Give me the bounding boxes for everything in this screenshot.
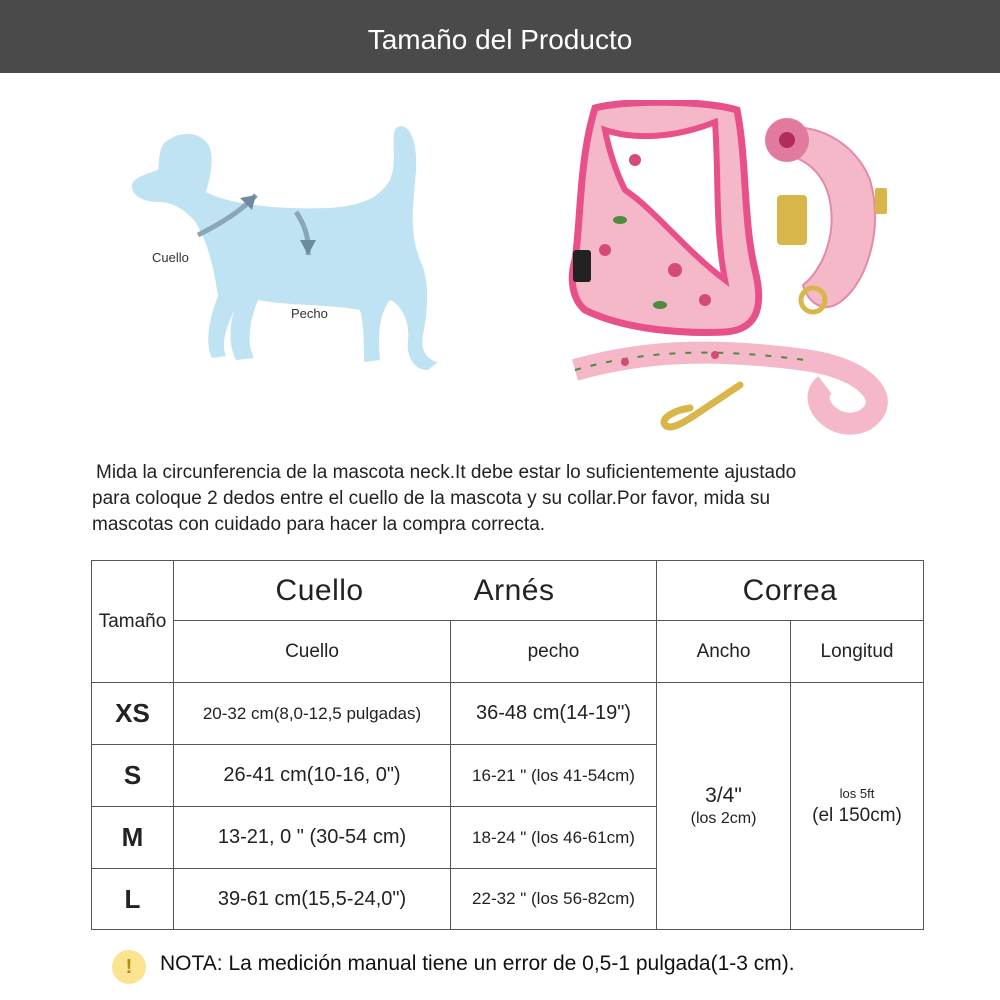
- size-header: Tamaño: [92, 561, 174, 683]
- harness-cell: 16-21 " (los 41-54cm): [451, 745, 657, 807]
- length-metric: (el 150cm): [812, 804, 902, 826]
- size-table: [91, 560, 924, 930]
- group-harness: Arnés: [473, 573, 555, 607]
- size-cell: L: [92, 869, 174, 930]
- neck-label: Cuello: [152, 250, 189, 265]
- page-title: Tamaño del Producto: [367, 24, 633, 55]
- exclamation-icon: !: [112, 950, 146, 984]
- note-text: NOTA: La medición manual tiene un error de 0,5-1 pulgada(1-3 cm).: [160, 952, 795, 975]
- product-illustration: [565, 100, 905, 445]
- buckle-icon: [573, 250, 591, 282]
- subheader-harness: pecho: [451, 621, 657, 683]
- collar-cell: 39-61 cm(15,5-24,0"): [174, 869, 451, 930]
- size-cell: M: [92, 807, 174, 869]
- collar-harness-group-header: [174, 561, 657, 621]
- collar-cell: 13-21, 0 " (30-54 cm): [174, 807, 451, 869]
- width-metric: (los 2cm): [690, 810, 757, 827]
- instruction-line-1: Mida la circunferencia de la mascota neck.It debe estar lo suficientemente ajustado: [96, 462, 797, 483]
- harness-cell: 22-32 " (los 56-82cm): [451, 869, 657, 930]
- harness-cell: 18-24 " (los 46-61cm): [451, 807, 657, 869]
- instruction-line-3: mascotas con cuidado para hacer la compra correcta.: [92, 514, 546, 535]
- subheader-collar: Cuello: [174, 621, 451, 683]
- chest-label: Pecho: [291, 306, 328, 321]
- size-cell: XS: [92, 683, 174, 745]
- leash-length-cell: [791, 683, 924, 930]
- subheader-width: Ancho: [657, 621, 791, 683]
- measuring-instructions: [92, 460, 932, 538]
- leash-clip-icon: [664, 385, 740, 427]
- measurement-note: [112, 948, 972, 984]
- instruction-line-2: para coloque 2 dedos entre el cuello de la mascota y su collar.Por favor, mida su: [92, 488, 771, 509]
- collar-cell: 20-32 cm(8,0-12,5 pulgadas): [174, 683, 451, 745]
- leash: [575, 353, 877, 424]
- collar-cell: 26-41 cm(10-16, 0"): [174, 745, 451, 807]
- dog-silhouette: [132, 126, 438, 370]
- leash-width-cell: [657, 683, 791, 930]
- length-value: los 5ft: [839, 785, 875, 801]
- group-leash: Correa: [657, 561, 924, 621]
- table-row: [92, 683, 924, 745]
- group-collar: Cuello: [275, 573, 364, 607]
- subheader-length: Longitud: [791, 621, 924, 683]
- nameplate: [777, 195, 807, 245]
- width-value: 3/4": [705, 784, 742, 807]
- size-cell: S: [92, 745, 174, 807]
- harness-cell: 36-48 cm(14-19"): [451, 683, 657, 745]
